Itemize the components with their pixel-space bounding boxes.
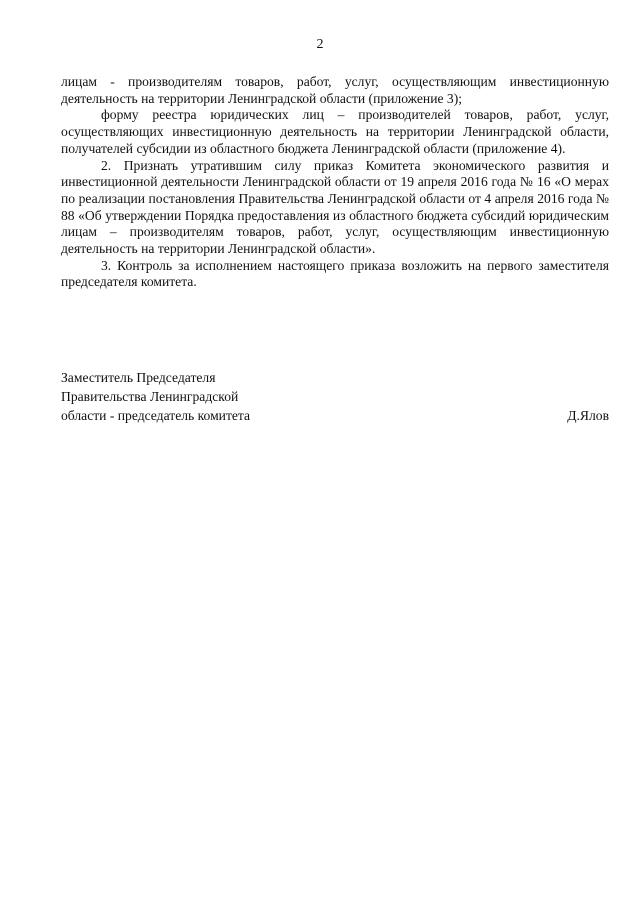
paragraph-continuation: лицам - производителям товаров, работ, услуг, осуществляющим инвестиционную деятельность на территории Ленинградской области (приложение 3); (61, 74, 609, 106)
document-body (61, 74, 609, 291)
paragraph-registry-form: форму реестра юридических лиц – производителей товаров, работ, услуг, осуществляющих инвестиционную деятельность на территории Ленинградской области, получателей субсидии из областного бюджета Ленинградской области (приложение 4). (61, 107, 609, 156)
page-number: 2 (316, 37, 324, 52)
signature-block (61, 368, 609, 425)
signatory-title-line-1: Заместитель Председателя (61, 370, 216, 385)
signatory-title-row (61, 406, 609, 425)
paragraph-item-3: 3. Контроль за исполнением настоящего приказа возложить на первого заместителя председателя комитета. (61, 257, 609, 290)
signatory-name: Д.Ялов (567, 408, 609, 423)
signatory-title-line-3: области - председатель комитета (61, 408, 251, 423)
paragraph-item-2: 2. Признать утратившим силу приказ Комитета экономического развития и инвестиционной деятельности Ленинградской области от 19 апреля 2016 года № 16 «О мерах по реализации постановления Правительства Ленинградской области от 4 апреля 2016 года № 88 «Об утверждении Порядка предоставления из областного бюджета субсидий юридическим лицам – производителям товаров, работ, услуг, осуществляющим инвестиционную деятельность на территории Ленинградской области». (61, 157, 609, 257)
signatory-title-line-2: Правительства Ленинградской (61, 389, 239, 404)
